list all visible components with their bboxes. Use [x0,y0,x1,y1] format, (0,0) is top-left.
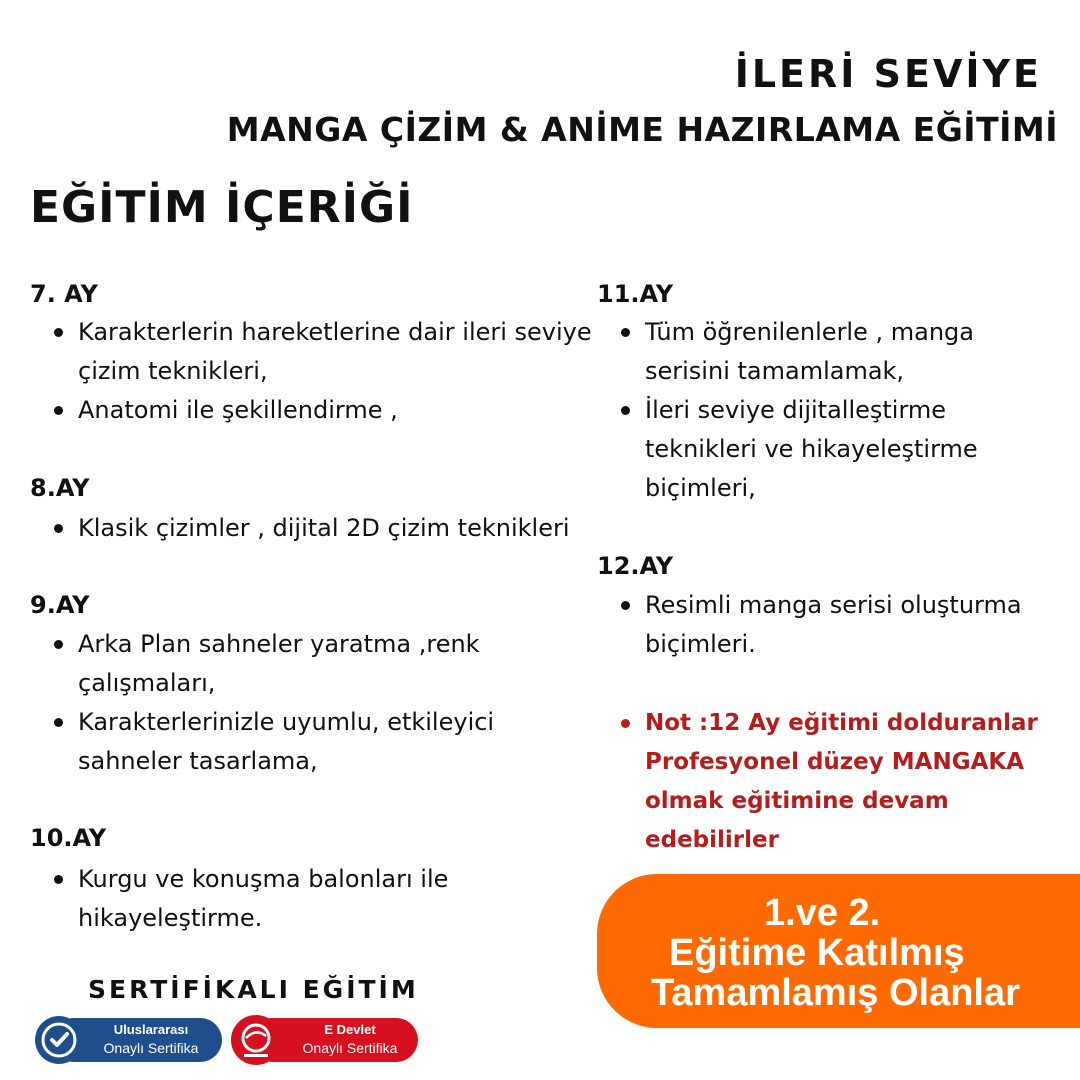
badge-1-line-2: Onaylı Sertifika [103,1040,199,1056]
list-item: İleri seviye dijitalleştirme teknikleri ve hikayeleştirme biçimleri, [597,391,1015,508]
month-7-title: 7. AY [30,280,98,308]
month-12-title: 12.AY [597,552,674,580]
badge-1-line-1: Uluslararası [113,1022,189,1037]
list-item: Arka Plan sahneler yaratma ,renk çalışmaları, [30,625,518,703]
list-item: Tüm öğrenilenlerle , manga serisini tamamlamak, [597,313,1015,391]
badge-2-line-1: E Devlet [324,1022,376,1037]
list-item: Karakterlerin hareketlerine dair ileri seviye çizim teknikleri, [30,313,598,391]
month-12-list [597,586,1045,664]
list-item: Anatomi ile şekillendirme , [30,391,598,430]
list-item: Resimli manga serisi oluşturma biçimleri. [597,586,1045,664]
month-11-list [597,313,1015,508]
month-9-list [30,625,548,781]
header-line-1: İLERİ SEVİYE [734,52,1042,96]
month-10-title: 10.AY [30,824,107,852]
badge-2-line-2: Onaylı Sertifika [302,1040,398,1056]
list-item: Klasik çizimler , dijital 2D çizim teknikleri [30,509,638,548]
month-10-list [30,860,498,938]
certificate-title: SERTİFİKALI EĞİTİM [88,975,419,1004]
note-list [597,704,1045,860]
section-title: EĞİTİM İÇERİĞİ [30,182,414,233]
list-item: Karakterlerinizle uyumlu, etkileyici sahneler tasarlama, [30,703,548,781]
e-devlet-logo-icon [230,1014,282,1066]
banner-line-3: Tamamlamış Olanlar [651,972,1020,1014]
check-icon [34,1015,84,1065]
month-8-title: 8.AY [30,474,90,502]
month-11-title: 11.AY [597,280,674,308]
month-8-list [30,509,638,548]
list-item: Kurgu ve konuşma balonları ile hikayeleştirme. [30,860,498,938]
banner-line-1: 1.ve 2. [764,892,881,934]
note-text: Not :12 Ay eğitimi dolduranlar Profesyonel düzey MANGAKA olmak eğitimine devam edebilirler [597,704,1045,860]
month-7-list [30,313,598,430]
header-line-2: MANGA ÇİZİM & ANİME HAZIRLAMA EĞİTİMİ [226,110,1058,149]
month-9-title: 9.AY [30,591,90,619]
completion-banner [597,874,1080,1028]
banner-line-2: Eğitime Katılmış [669,932,965,974]
